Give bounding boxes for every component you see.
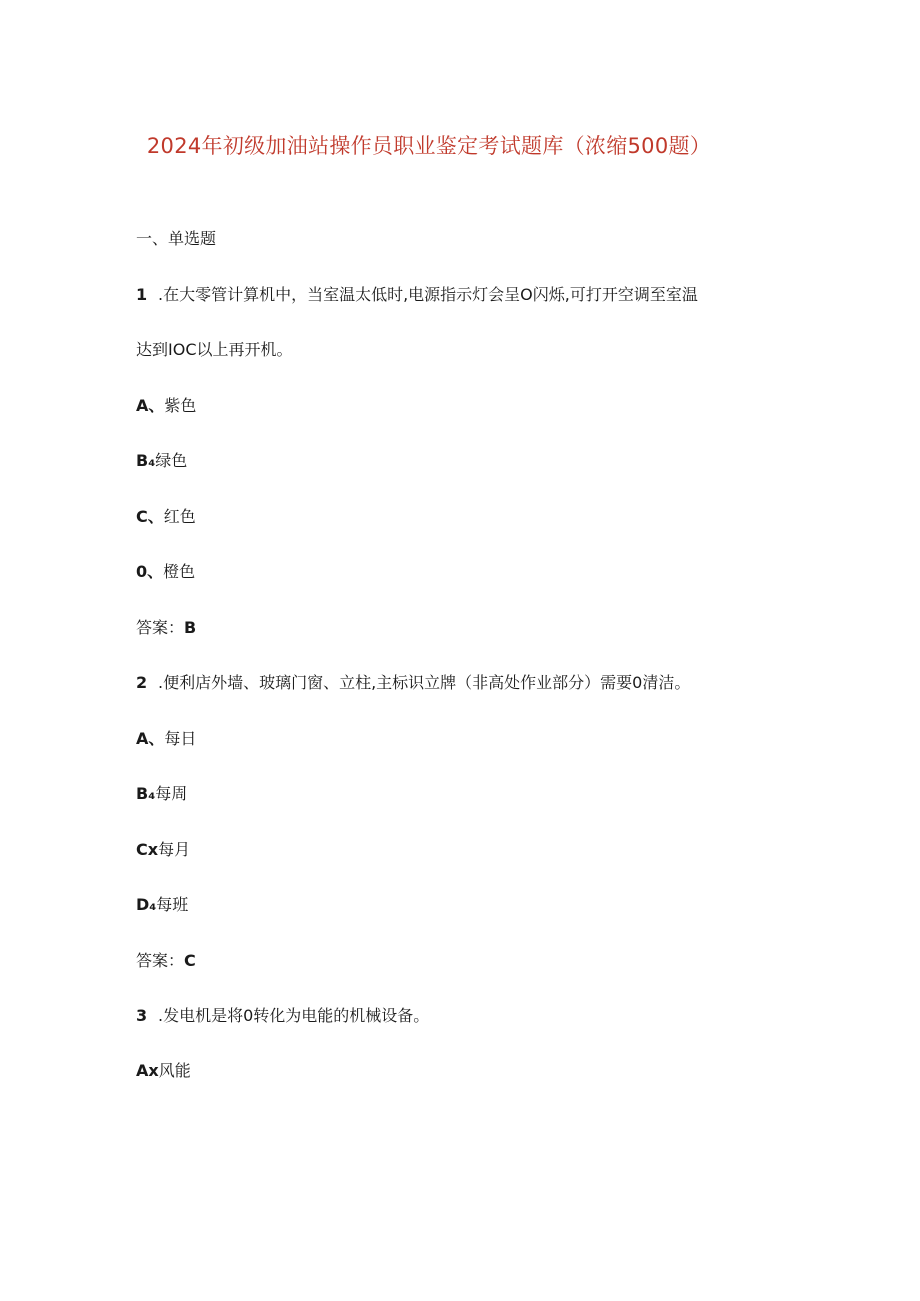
option-label: B₄ (136, 451, 156, 470)
option-text: 每日 (164, 729, 197, 748)
question-number: 2 (136, 673, 148, 692)
answer-label: 答案： (136, 951, 185, 970)
question-1 (136, 285, 698, 305)
option-b (136, 784, 187, 804)
option-text: 绿色 (155, 451, 188, 470)
option-label: Ax (136, 1061, 159, 1080)
section-heading: 一、单选题 (136, 229, 217, 248)
document-title: 2024年初级加油站操作员职业鉴定考试题库（浓缩500题） (146, 134, 712, 158)
option-text: 每班 (156, 895, 189, 914)
option-label: 0、 (136, 562, 164, 581)
question-text: .发电机是将0转化为电能的机械设备。 (158, 1006, 430, 1025)
answer-2 (136, 951, 196, 971)
option-label: D₄ (136, 895, 157, 914)
question-number: 3 (136, 1006, 148, 1025)
option-label: B₄ (136, 784, 156, 803)
question-text: .在大零管计算机中，当室温太低时,电源指示灯会呈O闪烁,可打开空调至室温 (158, 285, 698, 304)
option-label: A、 (136, 396, 165, 415)
option-label: A、 (136, 729, 165, 748)
option-text: 风能 (158, 1061, 191, 1080)
answer-label: 答案： (136, 618, 185, 637)
option-a (136, 729, 196, 749)
option-text: 橙色 (163, 562, 196, 581)
answer-1 (136, 618, 196, 638)
option-text: 每周 (155, 784, 188, 803)
option-a (136, 396, 196, 416)
option-c (136, 840, 190, 860)
question-1-continuation: 达到IOC以上再开机。 (136, 340, 293, 359)
answer-value: C (184, 951, 196, 970)
option-d (136, 562, 195, 582)
option-d (136, 895, 188, 915)
answer-value: B (184, 618, 197, 637)
question-number: 1 (136, 285, 148, 304)
option-c (136, 507, 196, 527)
option-b (136, 451, 187, 471)
option-text: 每月 (158, 840, 191, 859)
option-label: Cx (136, 840, 159, 859)
question-text: .便利店外墙、玻璃门窗、立柱,主标识立牌（非高处作业部分）需要0清洁。 (158, 673, 691, 692)
option-a (136, 1061, 191, 1081)
option-label: C、 (136, 507, 164, 526)
option-text: 紫色 (164, 396, 197, 415)
question-3 (136, 1006, 429, 1026)
question-2 (136, 673, 690, 693)
option-text: 红色 (163, 507, 196, 526)
